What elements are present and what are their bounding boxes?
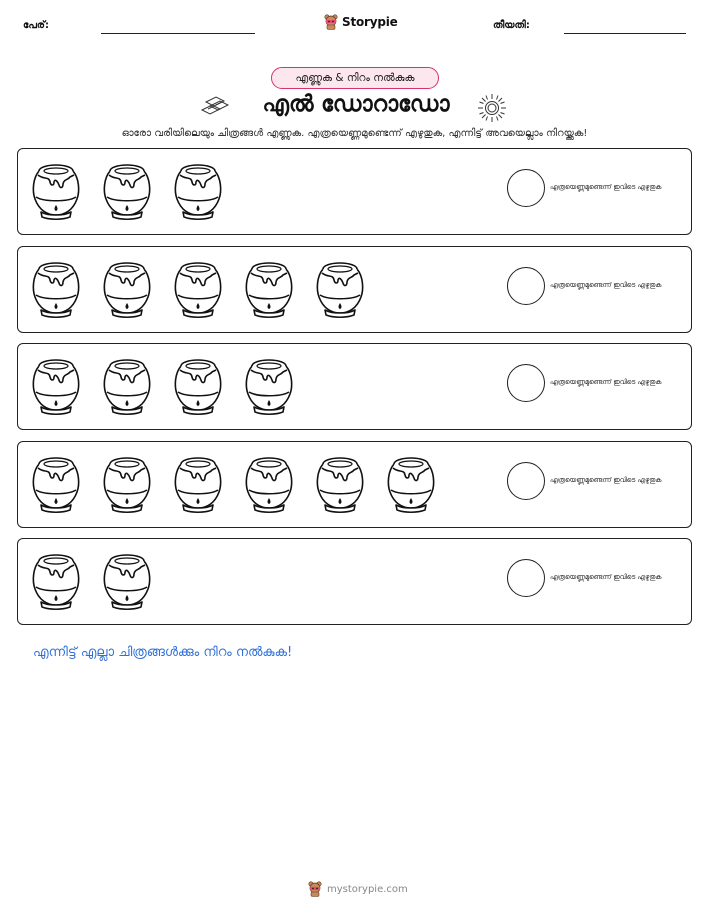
site-footer <box>308 881 408 897</box>
honey-pot-icon <box>30 161 82 221</box>
brand <box>324 14 398 30</box>
answer-circle[interactable] <box>507 169 545 207</box>
title-row <box>0 91 709 125</box>
honey-pot-icon <box>172 161 224 221</box>
honey-pot-icon <box>172 259 224 319</box>
date-line <box>564 33 686 34</box>
gold-bars-icon <box>200 95 232 117</box>
date-label: തീയതി: <box>493 20 530 31</box>
write-here-label: എത്രയെണ്ണമുണ്ടെന്ന് ഇവിടെ എഴുതുക <box>550 183 662 191</box>
honey-pot-icon <box>101 454 153 514</box>
write-here-label: എത്രയെണ്ണമുണ്ടെന്ന് ഇവിടെ എഴുതുക <box>550 378 662 386</box>
write-here-label: എത്രയെണ്ണമുണ്ടെന്ന് ഇവിടെ എഴുതുക <box>550 475 662 484</box>
worksheet-header <box>0 14 709 40</box>
instructions: ഓരോ വരിയിലെയും ചിത്രങ്ങൾ എണ്ണുക. എത്രയെണ്ണമുണ്ടെന്ന് എഴുതുക, എന്നിട്ട് അവയെല്ലാം നിറയ്ക്കുക! <box>121 128 588 139</box>
honey-pot-icon <box>101 551 153 611</box>
answer-circle[interactable] <box>507 559 545 597</box>
counting-row <box>17 148 692 235</box>
storypie-bear-logo-icon <box>324 14 338 30</box>
honey-pot-icon <box>243 454 295 514</box>
honey-pot-icon <box>101 356 153 416</box>
answer-circle[interactable] <box>507 364 545 402</box>
honey-pot-icon <box>30 551 82 611</box>
counting-row <box>17 343 692 430</box>
write-here-label: എത്രയെണ്ണമുണ്ടെന്ന് ഇവിടെ എഴുതുക <box>550 280 662 289</box>
honey-pot-icon <box>30 454 82 514</box>
write-here-label: എത്രയെണ്ണമുണ്ടെന്ന് ഇവിടെ എഴുതുക <box>550 573 662 581</box>
counting-row <box>17 246 692 333</box>
page-title: എൽ ഡോറാഡോ <box>262 92 450 117</box>
honey-pot-icon <box>172 454 224 514</box>
name-label: പേര്: <box>23 20 49 31</box>
honey-pot-icon <box>172 356 224 416</box>
storypie-bear-logo-icon <box>308 881 322 897</box>
sun-icon <box>477 93 507 123</box>
name-line <box>101 33 255 34</box>
site-url: mystorypie.com <box>327 883 408 895</box>
honey-pot-icon <box>314 259 366 319</box>
honey-pot-icon <box>314 454 366 514</box>
honey-pot-icon <box>30 356 82 416</box>
brand-name: Storypie <box>342 15 398 29</box>
counting-row <box>17 538 692 625</box>
honey-pot-icon <box>243 259 295 319</box>
activity-chip: എണ്ണുക & നിറം നൽകുക <box>271 67 439 89</box>
honey-pot-icon <box>243 356 295 416</box>
honey-pot-icon <box>101 161 153 221</box>
footer-note: എന്നിട്ട് എല്ലാ ചിത്രങ്ങൾക്കും നിറം നൽകുക! <box>33 645 293 660</box>
answer-circle[interactable] <box>507 462 545 500</box>
honey-pot-icon <box>30 259 82 319</box>
answer-circle[interactable] <box>507 267 545 305</box>
counting-row <box>17 441 692 528</box>
honey-pot-icon <box>101 259 153 319</box>
honey-pot-icon <box>385 454 437 514</box>
